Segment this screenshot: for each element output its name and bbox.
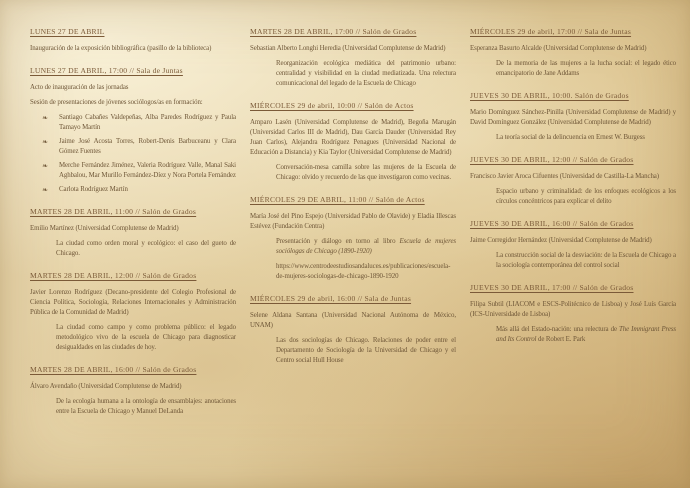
session-header: MIÉRCOLES 29 de abril, 10:00 // Salón de Actos bbox=[250, 101, 414, 110]
abstract-paragraph bbox=[496, 251, 676, 271]
session-header: LUNES 27 DE ABRIL bbox=[30, 27, 105, 36]
session bbox=[470, 155, 676, 207]
text-run: Amparo Lasén (Universidad Complutense de Madrid), Begoña Marugán (Universidad Carlos III de Madrid), Dau García Dauder (Universidad Rey Juan Carlos), Alejandra Rodríguez Penagues (Universidad Nacional de Educación a Distancia) y Kia Taylor (Universidad Complutense de Madrid) bbox=[250, 119, 456, 156]
speaker-paragraph bbox=[470, 300, 676, 320]
text-run: La ciudad como campo y como problema público: el legado metodológico vivo de la escuela de Chicago para diagnosticar desigualdades en las ciudades de hoy. bbox=[56, 324, 236, 351]
text-run: Filipa Subtil (LIACOM e ESCS-Politécnico de Lisboa) y José Luís García (ICS-Universidade de Lisboa) bbox=[470, 301, 676, 318]
speaker-paragraph bbox=[30, 44, 236, 54]
session bbox=[470, 219, 676, 271]
text-run: Presentación y diálogo en torno al libro bbox=[276, 238, 400, 245]
session-header: MIÉRCOLES 29 de abril, 17:00 // Sala de Juntas bbox=[470, 27, 632, 36]
text-run: Sebastian Alberto Longhi Heredia (Universidad Complutense de Madrid) bbox=[250, 45, 446, 52]
speaker-paragraph bbox=[250, 212, 456, 232]
text-run: Conversación-mesa camilla sobre las mujeres de la Escuela de Chicago: olvido y recuerdo de las que investigaron como vecinas. bbox=[276, 164, 456, 181]
text-run: Más allá del Estado-nación: una relectura de bbox=[496, 326, 620, 333]
session-url: https://www.centrodeestudiosandaluces.es/publicaciones/escuela-de-mujeres-sociologas-de-chicago-1890-1920 bbox=[276, 263, 451, 280]
session bbox=[30, 27, 236, 54]
session-header: MIÉRCOLES 29 DE ABRIL, 11:00 // Salón de Actos bbox=[250, 195, 425, 204]
session-header: MARTES 28 DE ABRIL, 16:00 // Salón de Grados bbox=[30, 365, 197, 374]
text-run: Sesión de presentaciones de jóvenes sociólogos/as en formación: bbox=[30, 99, 203, 106]
text-run: Carlota Rodríguez Martín bbox=[59, 186, 128, 193]
session bbox=[250, 101, 456, 183]
text-run: Espacio urbano y criminalidad: de los enfoques ecológicos a los círculos concéntricos para explicar el delito bbox=[496, 188, 676, 205]
text-run: Inauguración de la exposición bibliográfica (pasillo de la biblioteca) bbox=[30, 45, 212, 52]
fleuron-icon: ❧ bbox=[42, 162, 48, 170]
book-title-italic: Escuela de mujeres sociólogas de Chicago (1890-1920) bbox=[276, 238, 456, 255]
abstract-paragraph bbox=[496, 59, 676, 79]
bullet-item bbox=[42, 185, 236, 195]
program-column-3 bbox=[470, 27, 676, 472]
bullet-text bbox=[59, 161, 236, 181]
text-run: Selene Aldana Santana (Universidad Nacional Autónoma de México, UNAM) bbox=[250, 312, 456, 329]
speaker-paragraph bbox=[30, 98, 236, 108]
text-run: La ciudad como orden moral y ecológico: el caso del gueto de Chicago. bbox=[56, 240, 236, 257]
session-header: MIÉRCOLES 29 de abril, 16:00 // Sala de Juntas bbox=[250, 294, 412, 303]
session bbox=[250, 27, 456, 89]
speaker-paragraph bbox=[250, 311, 456, 331]
text-run: La teoría social de la delincuencia en Ernest W. Burgess bbox=[496, 134, 645, 141]
session bbox=[30, 207, 236, 259]
speaker-paragraph bbox=[470, 236, 676, 246]
text-run: Santiago Cabañes Valdepeñas, Alba Paredes Rodríguez y Paula Tamayo Martín bbox=[59, 114, 236, 131]
session bbox=[470, 283, 676, 345]
speaker-paragraph bbox=[30, 382, 236, 392]
speaker-paragraph bbox=[470, 108, 676, 128]
fleuron-icon: ❧ bbox=[42, 186, 48, 194]
text-run: Francisco Javier Aroca Cifuentes (Universidad de Castilla-La Mancha) bbox=[470, 173, 659, 180]
text-run: Jaime Corregidor Hernández (Universidad Complutense de Madrid) bbox=[470, 237, 652, 244]
session bbox=[30, 365, 236, 417]
session-header: MARTES 28 DE ABRIL, 11:00 // Salón de Grados bbox=[30, 207, 197, 216]
text-run: Javier Lorenzo Rodríguez (Decano-presidente del Colegio Profesional de Ciencia Política, Sociología, Relaciones Internacionales y Administración Pública de la Comunidad de Madrid) bbox=[30, 289, 236, 316]
abstract-paragraph bbox=[56, 239, 236, 259]
session-header: JUEVES 30 DE ABRIL, 16:00 // Salón de Grados bbox=[470, 219, 634, 228]
text-run: De la memoria de las mujeres a la lucha social: el legado ético emancipatorio de Jane Addams bbox=[496, 60, 676, 77]
text-run: Merche Fernández Jiménez, Valeria Rodríguez Valle, Manal Saki Aghbalou, Mar Murillo Fernández-Díez y Nora Portela Fernández bbox=[59, 162, 236, 179]
text-run: La construcción social de la desviación: de la Escuela de Chicago a la sociología contemporánea del control social bbox=[496, 252, 676, 269]
abstract-paragraph bbox=[276, 163, 456, 183]
speaker-paragraph bbox=[470, 44, 676, 54]
abstract-paragraph bbox=[56, 323, 236, 353]
fleuron-icon: ❧ bbox=[42, 114, 48, 122]
session bbox=[470, 91, 676, 143]
bullet-text bbox=[59, 113, 236, 133]
speaker-paragraph bbox=[250, 118, 456, 158]
text-run: Emilio Martínez (Universidad Complutense de Madrid) bbox=[30, 225, 179, 232]
abstract-paragraph bbox=[276, 59, 456, 89]
session-header: MARTES 28 DE ABRIL, 17:00 // Salón de Grados bbox=[250, 27, 417, 36]
session bbox=[250, 294, 456, 366]
abstract-paragraph bbox=[496, 187, 676, 207]
session-header: JUEVES 30 DE ABRIL, 17:00 // Salón de Grados bbox=[470, 283, 634, 292]
session-header: JUEVES 30 DE ABRIL, 12:00 // Salón de Grados bbox=[470, 155, 634, 164]
speaker-paragraph bbox=[30, 224, 236, 234]
session bbox=[30, 66, 236, 195]
speaker-paragraph bbox=[30, 83, 236, 93]
bullet-item bbox=[42, 137, 236, 157]
text-run: Mario Domínguez Sánchez-Pinilla (Universidad Complutense de Madrid) y David Domínguez González (Universidad Complutense de Madrid) bbox=[470, 109, 676, 126]
abstract-paragraph bbox=[496, 325, 676, 345]
session-header: JUEVES 30 DE ABRIL, 10:00. Salón de Grados bbox=[470, 91, 629, 100]
session-header: MARTES 28 DE ABRIL, 12:00 // Salón de Grados bbox=[30, 271, 197, 280]
speaker-paragraph bbox=[250, 44, 456, 54]
text-run: Jaime José Acosta Torres, Robert-Denis Barbuceanu y Clara Gómez Fuentes bbox=[59, 138, 236, 155]
text-run: Reorganización ecológica mediática del patrimonio urbano: centralidad y visibilidad en la ciudad mediatizada. Una relectura comunicacional del legado de la Escuela de Chicago bbox=[276, 60, 456, 87]
abstract-paragraph bbox=[496, 133, 676, 143]
text-run: de Robert E. Park bbox=[536, 336, 586, 343]
bullet-item bbox=[42, 113, 236, 133]
text-run: Acto de inauguración de las jornadas bbox=[30, 84, 129, 91]
program-column-1 bbox=[30, 27, 236, 472]
session bbox=[250, 195, 456, 282]
session bbox=[30, 271, 236, 353]
abstract-paragraph bbox=[276, 336, 456, 366]
text-run: De la ecología humana a la ontología de ensamblajes: anotaciones entre la Escuela de Chicago y Manuel DeLanda bbox=[56, 398, 236, 415]
speaker-paragraph bbox=[30, 288, 236, 318]
program-column-2 bbox=[250, 27, 456, 472]
text-run: Esperanza Basurto Alcalde (Universidad Complutense de Madrid) bbox=[470, 45, 647, 52]
bullet-text bbox=[59, 185, 236, 195]
abstract-paragraph bbox=[276, 237, 456, 257]
session-header: LUNES 27 DE ABRIL, 17:00 // Sala de Juntas bbox=[30, 66, 183, 75]
fleuron-icon: ❧ bbox=[42, 138, 48, 146]
bullet-text bbox=[59, 137, 236, 157]
bullet-item bbox=[42, 161, 236, 181]
text-run: María José del Pino Espejo (Universidad Pablo de Olavide) y Eladia Illescas Estévez (Fundación Centra) bbox=[250, 213, 456, 230]
text-run: Álvaro Avendaño (Universidad Complutense de Madrid) bbox=[30, 383, 182, 390]
book-title-italic: The Immigrant Press and Its Control bbox=[496, 326, 677, 343]
abstract-paragraph bbox=[276, 262, 456, 282]
abstract-paragraph bbox=[56, 397, 236, 417]
session bbox=[470, 27, 676, 79]
speaker-paragraph bbox=[470, 172, 676, 182]
text-run: Las dos sociologías de Chicago. Relaciones de poder entre el Departamento de Sociología de la Universidad de Chicago y el Centro social Hull House bbox=[276, 337, 456, 364]
